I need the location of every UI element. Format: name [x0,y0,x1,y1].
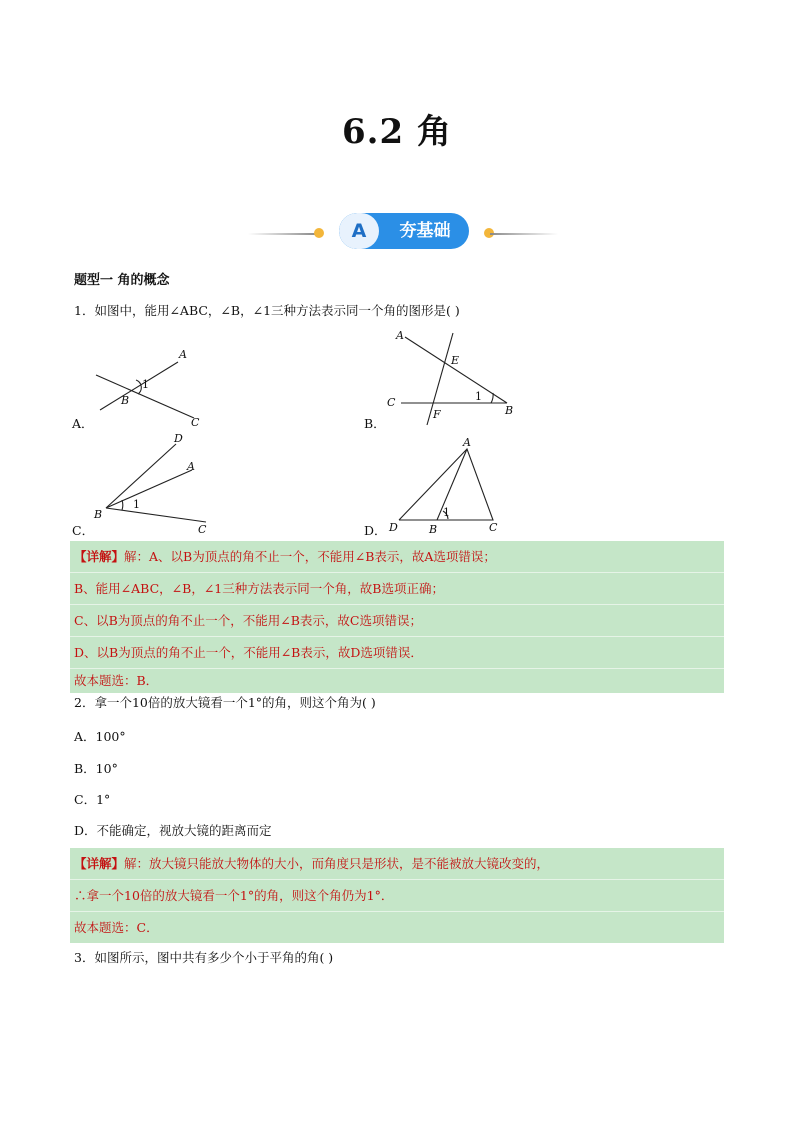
q2-answer-block [70,848,724,943]
banner-pill [339,213,469,249]
answer-tag: 【详解】 [74,856,125,871]
q1-answer-block [70,541,724,693]
fig-b-label-1: 1 [475,390,482,403]
q1-option-d: D． [364,523,387,538]
fig-c-label-C: C [198,523,207,536]
banner-dot-left [314,228,324,238]
fig-d-label-A: A [463,436,471,449]
fig-a-label-C: C [191,416,200,429]
q1-option-b: B． [364,416,386,431]
answer-text: 解：A、以B为顶点的角不止一个，不能用∠B表示，故A选项错误； [124,549,496,564]
fig-a-label-B: B [121,394,130,407]
q2-option-b: B．10° [74,761,118,776]
fig-d-label-C: C [489,521,498,534]
page-title: 6.2 角 [342,112,452,152]
q1-stem: 1．如图中，能用∠ABC，∠B，∠1三种方法表示同一个角的图形是( ) [74,303,460,318]
fig-c-label-A: A [187,460,195,473]
q1-option-a: A． [72,416,94,431]
banner-line-right [490,233,558,235]
section-banner [248,212,558,252]
banner-line-left [248,233,316,235]
answer-row [70,637,724,669]
fig-d-label-D: D [389,521,398,534]
answer-row [70,541,724,573]
answer-row [70,848,724,880]
q1-figure-d [385,435,510,539]
q2-option-a: A．100° [74,729,126,744]
banner-text: 夯基础 [399,221,451,241]
q1-figure-a [90,340,220,432]
q3-stem: 3．如图所示，图中共有多少个小于平角的角( ) [74,950,334,965]
answer-text: ∴拿一个10倍的放大镜看一个1°的角，则这个角仍为1°． [74,888,394,903]
q1-option-c: C． [72,523,95,538]
banner-letter: A [339,213,379,249]
answer-tag: 【详解】 [74,549,125,564]
fig-b-label-F: F [433,408,441,421]
q1-figure-b [385,325,525,429]
answer-text: 故本题选：C． [74,920,159,935]
fig-b-label-B: B [505,404,514,417]
q2-option-c: C．1° [74,792,111,807]
q2-stem: 2．拿一个10倍的放大镜看一个1°的角，则这个角为( ) [74,695,376,710]
answer-text: B、能用∠ABC，∠B，∠1三种方法表示同一个角，故B选项正确； [74,581,444,596]
answer-row [70,573,724,605]
answer-row [70,880,724,912]
fig-c-label-D: D [174,432,183,445]
answer-text: 故本题选：B． [74,673,159,688]
answer-row [70,912,724,943]
fig-d-label-1: 1 [443,506,450,519]
fig-b-label-E: E [451,354,460,367]
answer-text: D、以B为顶点的角不止一个，不能用∠B表示，故D选项错误． [74,645,423,660]
fig-a-label-A: A [179,348,187,361]
answer-row [70,605,724,637]
fig-b-label-A: A [396,329,404,342]
fig-c-label-B: B [94,508,103,521]
fig-c-label-1: 1 [133,498,140,511]
answer-text: C、以B为顶点的角不止一个，不能用∠B表示，故C选项错误； [74,613,422,628]
q2-option-d: D．不能确定，视放大镜的距离而定 [74,823,272,838]
fig-b-label-C: C [387,396,396,409]
fig-d-label-B: B [429,523,438,536]
fig-a-label-1: 1 [142,378,149,391]
q1-figure-c [90,430,220,538]
answer-row [70,669,724,693]
answer-text: 解：放大镜只能放大物体的大小，而角度只是形状，是不能被放大镜改变的， [124,856,550,871]
topic-heading: 题型一 角的概念 [74,273,170,288]
